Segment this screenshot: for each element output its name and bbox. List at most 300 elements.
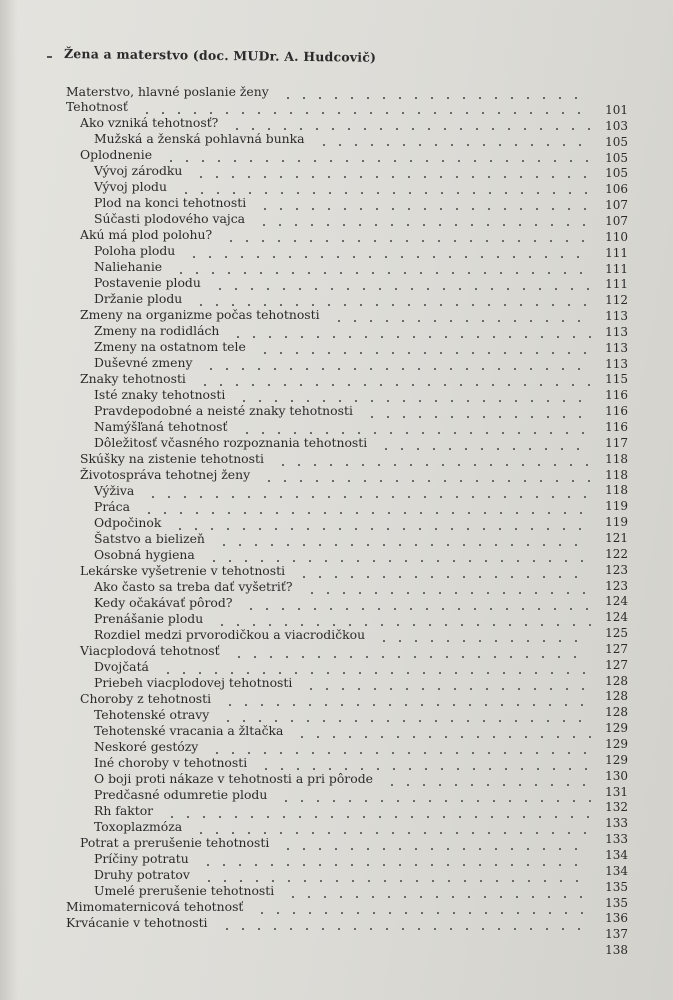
leader-dot xyxy=(287,848,289,850)
leader-dot xyxy=(405,560,407,562)
leader-dot xyxy=(324,512,326,514)
leader-dot xyxy=(263,672,265,674)
leader-dot xyxy=(565,912,567,914)
leader-dot xyxy=(498,112,500,114)
leader-dot xyxy=(327,672,329,674)
leader-dot xyxy=(563,144,565,146)
leader-dot xyxy=(584,496,586,498)
toc-page-number: 118 xyxy=(605,451,628,466)
leader-dot xyxy=(517,704,519,706)
leader-dot xyxy=(573,336,575,338)
leader-dot xyxy=(583,224,585,226)
leader-dot xyxy=(319,864,321,866)
leader-dot xyxy=(329,192,331,194)
leader-dot xyxy=(511,544,513,546)
leader-dot xyxy=(477,336,479,338)
leader-dot xyxy=(557,800,559,802)
leader-dot xyxy=(438,240,440,242)
leader-dot xyxy=(376,496,378,498)
leader-dot xyxy=(392,304,394,306)
leader-dot xyxy=(301,800,303,802)
leader-dot xyxy=(445,800,447,802)
leader-dot xyxy=(348,480,350,482)
leader-dot xyxy=(333,624,335,626)
leader-dot xyxy=(288,880,290,882)
toc-entry xyxy=(94,803,360,819)
leader-dot xyxy=(231,672,233,674)
leader-dot xyxy=(296,352,298,354)
leader-dot xyxy=(319,544,321,546)
leader-dot xyxy=(328,496,330,498)
leader-dot xyxy=(479,640,481,642)
leader-dot xyxy=(517,560,519,562)
leader-dot xyxy=(542,656,544,658)
leader-dot xyxy=(346,160,348,162)
leader-dot xyxy=(318,656,320,658)
leader-dot xyxy=(264,832,266,834)
leader-dot xyxy=(456,176,458,178)
leader-dot xyxy=(267,816,269,818)
leader-dot xyxy=(461,624,463,626)
leader-dot xyxy=(243,400,245,402)
toc-entry-title: Akú má plod polohu? xyxy=(80,227,213,242)
leader-dot xyxy=(485,704,487,706)
leader-dot xyxy=(545,256,547,258)
leader-dot xyxy=(364,128,366,130)
leader-dot xyxy=(377,192,379,194)
leader-dot xyxy=(562,368,564,370)
toc-entry xyxy=(94,323,360,339)
leader-dot xyxy=(381,800,383,802)
leader-dot xyxy=(568,352,570,354)
leader-dot xyxy=(403,528,405,530)
leader-dot xyxy=(451,144,453,146)
leader-dot xyxy=(287,97,289,99)
leader-dot xyxy=(584,752,586,754)
leader-dot xyxy=(568,176,570,178)
leader-dot xyxy=(232,496,234,498)
leader-dot xyxy=(428,384,430,386)
leader-dot xyxy=(356,272,358,274)
leader-dot xyxy=(565,560,567,562)
toc-page-number: 119 xyxy=(605,499,628,514)
leader-dot xyxy=(405,912,407,914)
leader-dot xyxy=(497,256,499,258)
leader-dot xyxy=(516,272,518,274)
leader-dot xyxy=(285,624,287,626)
leader-dot xyxy=(396,384,398,386)
leader-dot xyxy=(551,592,553,594)
leader-dot xyxy=(476,480,478,482)
leader-dot xyxy=(407,784,409,786)
leader-dot xyxy=(211,528,213,530)
leader-dot xyxy=(203,816,205,818)
leader-dot xyxy=(439,224,441,226)
leader-dot xyxy=(439,784,441,786)
leader-dot xyxy=(574,656,576,658)
leader-dot xyxy=(286,656,288,658)
leader-dot xyxy=(380,480,382,482)
leader-dot xyxy=(589,336,591,338)
leader-dot xyxy=(520,176,522,178)
leader-dot xyxy=(323,400,325,402)
leader-dot xyxy=(349,336,351,338)
leader-dot xyxy=(280,208,282,210)
leader-dot xyxy=(221,624,223,626)
leader-dot xyxy=(438,688,440,690)
leader-dot xyxy=(426,160,428,162)
leader-dot xyxy=(547,400,549,402)
leader-dot xyxy=(243,720,245,722)
leader-dot xyxy=(379,288,381,290)
leader-dot xyxy=(246,240,248,242)
toc-entry xyxy=(66,899,360,915)
leader-dot xyxy=(579,528,581,530)
leader-dot xyxy=(260,512,262,514)
leader-dot xyxy=(301,624,303,626)
leader-dot xyxy=(349,736,351,738)
leader-dot xyxy=(450,368,452,370)
leader-dot xyxy=(423,592,425,594)
toc-entry xyxy=(94,659,360,675)
leader-dot xyxy=(272,880,274,882)
leader-dot xyxy=(369,256,371,258)
leader-dot xyxy=(356,896,358,898)
leader-dot xyxy=(531,528,533,530)
toc-entry xyxy=(94,579,400,595)
leader-dot xyxy=(332,480,334,482)
leader-dot xyxy=(424,208,426,210)
leader-dot xyxy=(357,912,359,914)
toc-page-number: 128 xyxy=(605,689,628,704)
leader-dot xyxy=(552,176,554,178)
leader-dot xyxy=(232,304,234,306)
leader-dot xyxy=(307,720,309,722)
leader-dot xyxy=(443,816,445,818)
leader-dot xyxy=(383,864,385,866)
leader-dot xyxy=(207,864,209,866)
leader-dot xyxy=(567,224,569,226)
toc-entry xyxy=(80,691,440,707)
leader-dot xyxy=(357,560,359,562)
leader-dot xyxy=(582,240,584,242)
leader-dot xyxy=(301,336,303,338)
leader-dot xyxy=(570,160,572,162)
leader-dot xyxy=(519,592,521,594)
toc-entry xyxy=(94,531,400,547)
leader-dot xyxy=(502,432,504,434)
leader-dot xyxy=(587,816,589,818)
leader-dot xyxy=(317,336,319,338)
toc-entry-title: Neskoré gestózy xyxy=(94,739,199,754)
leader-dot xyxy=(552,208,554,210)
leader-dot xyxy=(550,240,552,242)
leader-dot xyxy=(327,224,329,226)
leader-dot xyxy=(499,416,501,418)
leader-dot xyxy=(239,864,241,866)
leader-dot xyxy=(349,624,351,626)
leader-dot xyxy=(504,208,506,210)
leader-dot xyxy=(510,656,512,658)
toc-entry xyxy=(80,835,440,851)
leader-dot xyxy=(344,208,346,210)
leader-dot xyxy=(543,576,545,578)
leader-dot xyxy=(541,800,543,802)
leader-dot xyxy=(323,144,325,146)
leader-dot xyxy=(514,368,516,370)
toc-entry-title: Prenášanie plodu xyxy=(94,611,204,626)
leader-dot xyxy=(563,528,565,530)
leader-dot xyxy=(484,512,486,514)
toc-page-number: 129 xyxy=(605,721,628,736)
leader-dot xyxy=(431,97,433,99)
leader-dot xyxy=(282,160,284,162)
leader-dot xyxy=(466,368,468,370)
leader-dot xyxy=(306,928,308,930)
leader-dot xyxy=(361,768,363,770)
leader-dot xyxy=(487,592,489,594)
leader-dot xyxy=(201,192,203,194)
leader-dot xyxy=(472,752,474,754)
leader-dot xyxy=(442,608,444,610)
leader-dot xyxy=(338,928,340,930)
toc-entry xyxy=(80,147,400,163)
leader-dot xyxy=(320,880,322,882)
toc-entry-title: Viacplodová tehotnosť xyxy=(80,643,220,658)
leader-dot xyxy=(513,448,515,450)
leader-dot xyxy=(584,352,586,354)
leader-dot xyxy=(527,576,529,578)
leader-dot xyxy=(229,704,231,706)
leader-dot xyxy=(472,208,474,210)
leader-dot xyxy=(447,544,449,546)
leader-dot xyxy=(408,304,410,306)
leader-dot xyxy=(237,336,239,338)
leader-dot xyxy=(486,688,488,690)
leader-dot xyxy=(495,640,497,642)
leader-dot xyxy=(546,112,548,114)
leader-dot xyxy=(298,464,300,466)
leader-dot xyxy=(531,416,533,418)
leader-dot xyxy=(552,304,554,306)
leader-dot xyxy=(471,224,473,226)
toc-entry xyxy=(80,227,360,243)
toc-page-number: 107 xyxy=(605,198,628,213)
leader-dot xyxy=(579,416,581,418)
leader-dot xyxy=(164,512,166,514)
toc-entry xyxy=(94,131,360,147)
leader-dot xyxy=(219,288,221,290)
leader-dot xyxy=(588,384,590,386)
leader-dot xyxy=(403,720,405,722)
leader-dot xyxy=(572,128,574,130)
leader-dot xyxy=(532,896,534,898)
toc-entry-title: Isté znaky tehotnosti xyxy=(94,387,226,402)
leader-dot xyxy=(316,480,318,482)
toc-page-number: 123 xyxy=(605,578,628,593)
toc-page-number: 138 xyxy=(605,943,628,958)
toc-entry-title: Umelé prerušenie tehotnosti xyxy=(94,883,275,898)
leader-dot xyxy=(488,208,490,210)
leader-dot xyxy=(536,304,538,306)
leader-dot xyxy=(327,592,329,594)
leader-dot xyxy=(394,464,396,466)
leader-dot xyxy=(515,144,517,146)
toc-entry xyxy=(94,675,400,691)
leader-dot xyxy=(291,720,293,722)
leader-dot xyxy=(200,496,202,498)
leader-dot xyxy=(437,704,439,706)
leader-dot xyxy=(232,832,234,834)
leader-dot xyxy=(577,256,579,258)
leader-dot xyxy=(564,512,566,514)
leader-dot xyxy=(482,368,484,370)
leader-dot xyxy=(236,384,238,386)
toc-page-number: 116 xyxy=(605,404,628,419)
leader-dot xyxy=(346,608,348,610)
leader-dot xyxy=(419,528,421,530)
toc-entry-title: Postavenie plodu xyxy=(94,275,201,290)
leader-dot xyxy=(277,704,279,706)
leader-dot xyxy=(418,368,420,370)
leader-dot xyxy=(368,880,370,882)
leader-dot xyxy=(562,928,564,930)
leader-dot xyxy=(547,720,549,722)
leader-dot xyxy=(553,192,555,194)
leader-dot xyxy=(436,272,438,274)
leader-dot xyxy=(589,624,591,626)
leader-dot xyxy=(209,256,211,258)
toc-entry-title: Šatstvo a bielizeň xyxy=(94,531,205,546)
leader-dot xyxy=(543,97,545,99)
leader-dot xyxy=(264,208,266,210)
toc-page-number: 128 xyxy=(605,673,628,688)
leader-dot xyxy=(536,752,538,754)
leader-dot xyxy=(421,704,423,706)
leader-dot xyxy=(196,272,198,274)
leader-dot xyxy=(251,816,253,818)
leader-dot xyxy=(435,720,437,722)
leader-dot xyxy=(306,112,308,114)
leader-dot xyxy=(232,752,234,754)
leader-dot xyxy=(278,432,280,434)
toc-entry-title: O boji proti nákaze v tehotnosti a pri pôrode xyxy=(94,771,373,786)
leader-dot xyxy=(487,784,489,786)
leader-dot xyxy=(284,384,286,386)
leader-dot xyxy=(423,784,425,786)
leader-dot xyxy=(316,128,318,130)
leader-dot xyxy=(397,336,399,338)
leader-dot xyxy=(210,368,212,370)
leader-dot xyxy=(418,320,420,322)
leader-dot xyxy=(387,720,389,722)
leader-dot xyxy=(554,608,556,610)
leader-dot xyxy=(435,528,437,530)
leader-dot xyxy=(440,496,442,498)
leader-dot xyxy=(534,240,536,242)
leader-dot xyxy=(580,272,582,274)
toc-entry-title: Mužská a ženská pohlavná bunka xyxy=(94,131,305,146)
leader-dot xyxy=(519,784,521,786)
leader-dot xyxy=(573,736,575,738)
leader-dot xyxy=(430,656,432,658)
leader-dot xyxy=(575,544,577,546)
leader-dot xyxy=(457,768,459,770)
leader-dot xyxy=(454,688,456,690)
leader-dot xyxy=(506,608,508,610)
leader-dot xyxy=(553,768,555,770)
toc-page-number: 105 xyxy=(605,150,628,165)
leader-dot xyxy=(470,688,472,690)
leader-dot xyxy=(382,656,384,658)
leader-dot xyxy=(470,432,472,434)
leader-dot xyxy=(284,128,286,130)
leader-dot xyxy=(543,640,545,642)
leader-dot xyxy=(335,864,337,866)
toc-page-number: 112 xyxy=(605,293,628,308)
toc-page-number: 130 xyxy=(605,768,628,783)
leader-dot xyxy=(319,848,321,850)
leader-dot xyxy=(385,448,387,450)
toc-page-number: 118 xyxy=(605,467,628,482)
leader-dot xyxy=(453,704,455,706)
leader-dot xyxy=(407,224,409,226)
leader-dot xyxy=(330,608,332,610)
leader-dot xyxy=(146,112,148,114)
leader-dot xyxy=(507,816,509,818)
leader-dot xyxy=(254,656,256,658)
leader-dot xyxy=(441,768,443,770)
leader-dot xyxy=(311,592,313,594)
leader-dot xyxy=(474,160,476,162)
leader-dot xyxy=(367,864,369,866)
leader-dot xyxy=(509,336,511,338)
leader-dot xyxy=(399,640,401,642)
leader-dot xyxy=(447,848,449,850)
leader-dot xyxy=(467,528,469,530)
leader-dot xyxy=(396,480,398,482)
leader-dot xyxy=(417,256,419,258)
leader-dot xyxy=(216,752,218,754)
leader-dot xyxy=(235,288,237,290)
leader-dot xyxy=(465,448,467,450)
leader-dot xyxy=(466,928,468,930)
leader-dot xyxy=(456,752,458,754)
toc-entry xyxy=(94,611,360,627)
toc-entry-title: Tehotenské otravy xyxy=(94,707,210,722)
leader-dot xyxy=(530,112,532,114)
leader-dot xyxy=(477,800,479,802)
leader-dot xyxy=(531,144,533,146)
leader-dot xyxy=(440,832,442,834)
leader-dot xyxy=(417,448,419,450)
leader-dot xyxy=(381,736,383,738)
leader-dot xyxy=(570,464,572,466)
leader-dot xyxy=(467,416,469,418)
leader-dot xyxy=(405,704,407,706)
leader-dot xyxy=(567,592,569,594)
leader-dot xyxy=(424,352,426,354)
leader-dot xyxy=(469,560,471,562)
leader-dot xyxy=(519,672,521,674)
leader-dot xyxy=(371,528,373,530)
leader-dot xyxy=(388,512,390,514)
leader-dot xyxy=(386,320,388,322)
leader-dot xyxy=(587,288,589,290)
leader-dot xyxy=(250,608,252,610)
leader-dot xyxy=(302,656,304,658)
leader-dot xyxy=(585,192,587,194)
